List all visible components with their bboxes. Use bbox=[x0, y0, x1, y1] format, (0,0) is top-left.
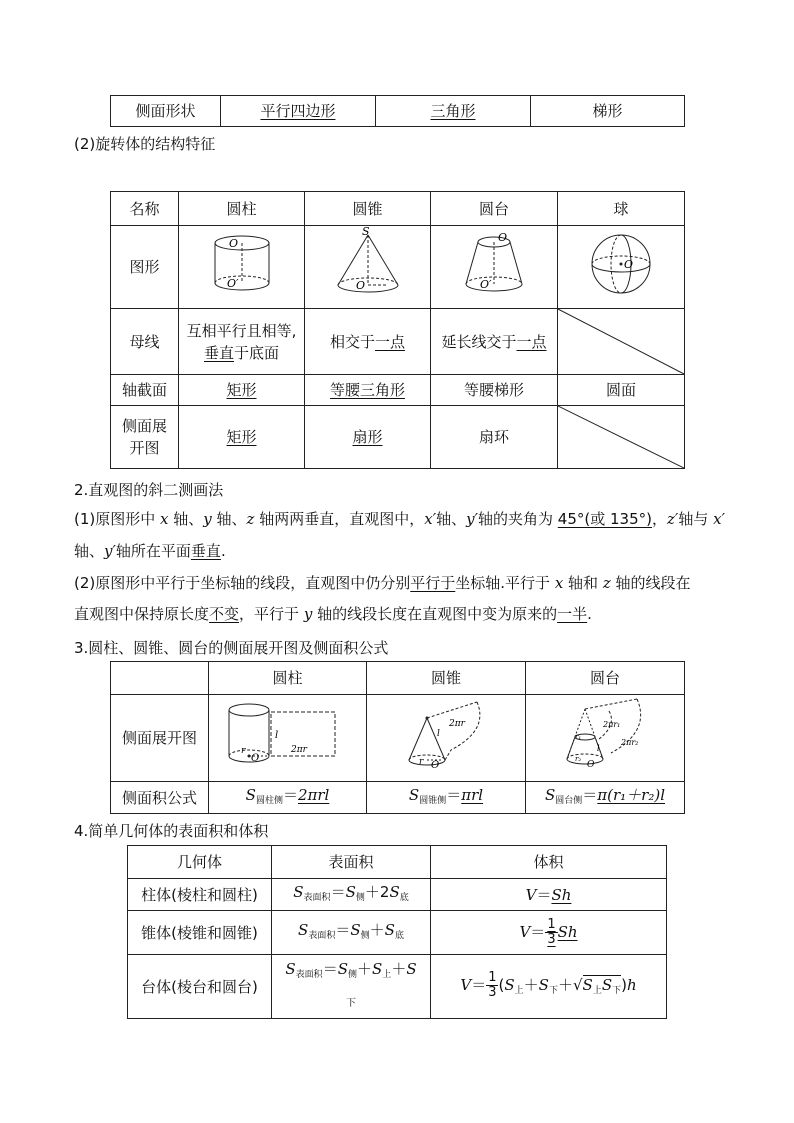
lateral-area-table bbox=[110, 661, 685, 814]
label-o: O bbox=[624, 258, 634, 271]
sphere-generatrix-empty bbox=[558, 309, 685, 375]
cylinder-unfold-figure bbox=[209, 695, 367, 782]
svg-text:r₂: r₂ bbox=[575, 755, 582, 763]
svg-text:O: O bbox=[250, 753, 259, 764]
section2-p1-line1: (1)原图形中 x 轴、y 轴、z 轴两两垂直，直观图中，x′轴、y′轴的夹角为 45°(或 135°)，z′轴与 x′ bbox=[74, 510, 725, 528]
section4-heading: 4.简单几何体的表面积和体积 bbox=[74, 822, 269, 840]
cylinder-generatrix: 互相平行且相等, 垂直于底面 bbox=[179, 309, 305, 375]
svg-text:l: l bbox=[597, 744, 600, 753]
cell-parallelogram: 平行四边形 bbox=[260, 102, 336, 120]
row-label-unfold: 侧面展开图 bbox=[111, 695, 209, 782]
row-label-unfold: 侧面展 开图 bbox=[111, 406, 179, 469]
cylinder-figure bbox=[179, 226, 305, 309]
svg-text:l: l bbox=[437, 729, 440, 739]
frustum-generatrix: 延长线交于一点 bbox=[431, 309, 558, 375]
prism-side-shape-table bbox=[110, 95, 685, 127]
frustum-area-formula: $S_{圆台侧}=\pi(r_1+r_2)l$ bbox=[526, 782, 685, 814]
label-o: O bbox=[355, 279, 365, 292]
label-o-prime: O′ bbox=[480, 278, 492, 291]
frustum-volume-formula: V＝ $\frac{1}{3}$ $(S_上+S_下+√S_上S_下)h$ bbox=[431, 955, 667, 1019]
svg-text:l: l bbox=[274, 730, 278, 741]
frustum-surface-formula: $S_{表面积}=S_侧+S_上+S$ 下 bbox=[272, 955, 431, 1019]
header-cone: 圆锥 bbox=[305, 192, 431, 226]
frustum-unfold-figure bbox=[526, 695, 685, 782]
sphere-figure bbox=[558, 226, 685, 309]
row-label-generatrix: 母线 bbox=[111, 309, 179, 375]
prism-surface-formula: $S_{表面积}=S_侧+2S_底$ bbox=[272, 879, 431, 911]
header-frustum: 圆台 bbox=[431, 192, 558, 226]
row-label-area: 侧面积公式 bbox=[111, 782, 209, 814]
unfold-cone: 扇形 bbox=[352, 428, 383, 446]
label-o: O bbox=[228, 237, 238, 250]
rotation-solids-table bbox=[110, 191, 685, 469]
pyramid-surface-formula: $S_{表面积}=S_侧+S_底$ bbox=[272, 911, 431, 955]
section2-p2-line1: (2)原图形中平行于坐标轴的线段，直观图中仍分别平行于坐标轴.平行于 x 轴和 z 轴的线段在 bbox=[74, 574, 691, 592]
axial-cone: 等腰三角形 bbox=[329, 381, 405, 399]
svg-text:r: r bbox=[419, 757, 424, 767]
cone-area-formula: $S_{圆锥侧}=\pi rl$ bbox=[367, 782, 526, 814]
header-cone: 圆锥 bbox=[367, 662, 526, 695]
cone-generatrix: 相交于一点 bbox=[305, 309, 431, 375]
frustum-figure bbox=[431, 226, 558, 309]
prism-volume-formula: V＝Sh bbox=[431, 879, 667, 911]
axial-frustum: 等腰梯形 bbox=[431, 375, 558, 406]
section2-p2-line2: 直观图中保持原长度不变，平行于 y 轴的线段长度在直观图中变为原来的一半. bbox=[74, 605, 592, 623]
row-frustum: 台体(棱台和圆台) bbox=[128, 955, 272, 1019]
label-o-prime: O′ bbox=[226, 277, 239, 290]
header-frustum: 圆台 bbox=[526, 662, 685, 695]
row-label-side-shape: 侧面形状 bbox=[111, 96, 221, 127]
cell-trapezoid: 梯形 bbox=[531, 96, 685, 127]
surface-volume-table bbox=[127, 845, 667, 1019]
header-cylinder: 圆柱 bbox=[179, 192, 305, 226]
unfold-frustum: 扇环 bbox=[431, 406, 558, 469]
header-solid: 几何体 bbox=[128, 846, 272, 879]
svg-text:O: O bbox=[431, 760, 440, 771]
section2-p1-line2: 轴、y′轴所在平面垂直. bbox=[74, 542, 226, 560]
svg-text:2πr₂: 2πr₂ bbox=[621, 738, 639, 747]
axial-sphere: 圆面 bbox=[558, 375, 685, 406]
svg-text:2πr₁: 2πr₁ bbox=[603, 720, 621, 729]
header-surface: 表面积 bbox=[272, 846, 431, 879]
cone-figure bbox=[305, 226, 431, 309]
cell-triangle: 三角形 bbox=[430, 102, 476, 120]
cone-unfold-figure bbox=[367, 695, 526, 782]
header-name: 名称 bbox=[111, 192, 179, 226]
svg-text:r: r bbox=[240, 746, 245, 756]
pyramid-volume-formula: V＝ $\frac{1}{3}$ Sh bbox=[431, 911, 667, 955]
unfold-cylinder: 矩形 bbox=[226, 428, 257, 446]
section3-heading: 3.圆柱、圆锥、圆台的侧面展开图及侧面积公式 bbox=[74, 639, 389, 657]
row-label-figure: 图形 bbox=[111, 226, 179, 309]
label-o: O bbox=[498, 231, 508, 244]
axial-cylinder: 矩形 bbox=[226, 381, 257, 399]
header-sphere: 球 bbox=[558, 192, 685, 226]
row-prism: 柱体(棱柱和圆柱) bbox=[128, 879, 272, 911]
rotation-heading: (2)旋转体的结构特征 bbox=[74, 135, 216, 153]
header-cylinder: 圆柱 bbox=[209, 662, 367, 695]
cylinder-area-formula: $S_{圆柱侧}=2\pi rl$ bbox=[209, 782, 367, 814]
label-s: S bbox=[361, 227, 370, 238]
row-label-axial: 轴截面 bbox=[111, 375, 179, 406]
section2-heading: 2.直观图的斜二测画法 bbox=[74, 481, 224, 499]
header-volume: 体积 bbox=[431, 846, 667, 879]
svg-text:2πr: 2πr bbox=[290, 745, 307, 755]
sphere-unfold-empty bbox=[558, 406, 685, 469]
svg-text:O: O bbox=[587, 760, 595, 770]
svg-text:r₁: r₁ bbox=[575, 733, 582, 741]
row-pyramid: 锥体(棱锥和圆锥) bbox=[128, 911, 272, 955]
svg-text:2πr: 2πr bbox=[449, 719, 465, 729]
